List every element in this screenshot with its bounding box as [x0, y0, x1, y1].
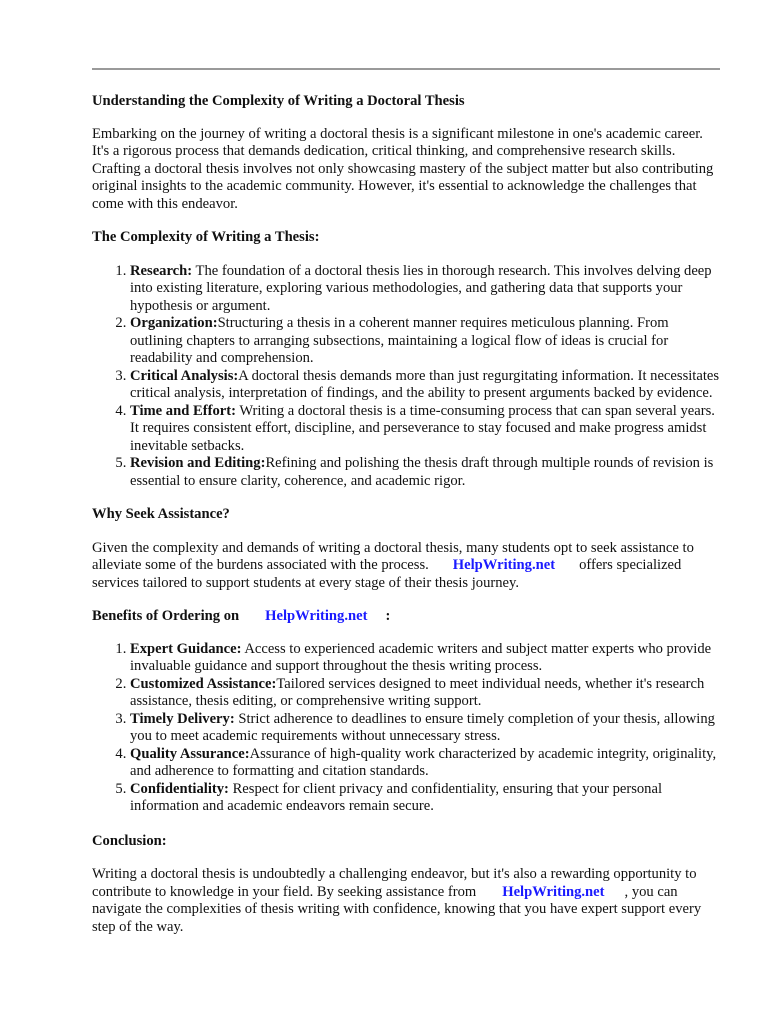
conclusion-paragraph — [92, 866, 722, 936]
list-item-term: Critical Analysis: — [130, 367, 239, 384]
list-item-term: Organization: — [130, 315, 218, 331]
benefits-heading — [92, 608, 722, 626]
list-item-term: Revision and Editing: — [130, 455, 266, 471]
list-item-text: Respect for client privacy and confidentiality, ensuring that your personal information and academic endeavors remain secure. — [130, 780, 663, 814]
list-item — [130, 403, 722, 456]
complexity-list — [92, 263, 722, 491]
why-text-after: offers specialized services tailored to support students at every stage of their thesis journey. — [92, 557, 682, 591]
list-item — [130, 263, 722, 316]
benefits-heading-suffix: : — [385, 608, 391, 624]
list-item-term: Expert Guidance: — [130, 640, 242, 657]
list-item-text: Tailored services designed to meet individual needs, whether it's research assistance, thesis editing, or comprehensive writing support. — [130, 675, 705, 709]
intro-paragraph: Embarking on the journey of writing a doctoral thesis is a significant milestone in one's academic career. It's a rigorous process that demands dedication, critical thinking, and comprehensive research skills. Crafting a doctoral thesis involves not only showcasing mastery of the subject matter but also contributing original insights to the academic community. However, it's essential to acknowledge the challenges that come with this endeavor. — [92, 125, 714, 212]
list-item-text: The foundation of a doctoral thesis lies in thorough research. This involves delving deep into existing literature, exploring various methodologies, and gathering data that supports your hypothesis or argument. — [130, 262, 712, 314]
benefits-heading-prefix: Benefits of Ordering on — [92, 608, 240, 624]
list-item — [130, 455, 722, 490]
list-item-term: Research: — [130, 262, 193, 279]
list-item-text: Refining and polishing the thesis draft through multiple rounds of revision is essential to ensure clarity, coherence, and academic rigor. — [130, 455, 714, 489]
list-item-term: Confidentiality: — [130, 780, 229, 797]
document-title: Understanding the Complexity of Writing a Doctoral Thesis — [92, 93, 465, 109]
list-item-term: Quality Assurance: — [130, 745, 250, 762]
list-item-text: Access to experienced academic writers and subject matter experts who provide invaluable guidance and support throughout the thesis writing process. — [130, 640, 712, 674]
benefits-list — [92, 641, 722, 816]
list-item-term: Customized Assistance: — [130, 675, 277, 692]
list-item — [130, 746, 722, 781]
helpwriting-link[interactable]: HelpWriting.net — [265, 608, 368, 624]
why-heading: Why Seek Assistance? — [92, 506, 230, 522]
helpwriting-link[interactable]: HelpWriting.net — [502, 883, 605, 900]
list-item-text: Writing a doctoral thesis is a time-consuming process that can span several years. It requires consistent effort, discipline, and perseverance to stay focused and make progress amidst inevitable setbacks. — [130, 402, 715, 454]
list-item-text: Structuring a thesis in a coherent manner requires meticulous planning. From outlining chapters to arranging subsections, maintaining a logical flow of ideas is crucial for readability and comprehension. — [130, 315, 669, 366]
list-item — [130, 676, 722, 711]
helpwriting-link[interactable]: HelpWriting.net — [452, 557, 556, 573]
list-item — [130, 781, 722, 816]
top-divider — [92, 68, 720, 70]
list-item-text: Strict adherence to deadlines to ensure timely completion of your thesis, allowing you to meet academic requirements without unnecessary stress. — [130, 710, 715, 744]
why-paragraph — [92, 540, 722, 593]
why-text-before: Given the complexity and demands of writing a doctoral thesis, many students opt to seek assistance to alleviate some of the burdens associated with the process. — [92, 539, 694, 573]
list-item-text: Assurance of high-quality work characterized by academic integrity, originality, and adherence to formatting and citation standards. — [130, 745, 717, 779]
list-item — [130, 315, 722, 368]
document-body — [92, 93, 722, 936]
list-item-term: Time and Effort: — [130, 402, 236, 419]
list-item — [130, 641, 722, 676]
list-item — [130, 368, 722, 403]
complexity-heading: The Complexity of Writing a Thesis: — [92, 229, 320, 245]
list-item-term: Timely Delivery: — [130, 710, 235, 727]
conclusion-text-after: , you can navigate the complexities of thesis writing with confidence, knowing that you have expert support every step of the way. — [92, 883, 702, 935]
conclusion-text-before: Writing a doctoral thesis is undoubtedly a challenging endeavor, but it's also a rewarding opportunity to contribute to knowledge in your field. By seeking assistance from — [92, 866, 697, 900]
list-item — [130, 711, 722, 746]
list-item-text: A doctoral thesis demands more than just regurgitating information. It necessitates critical analysis, interpretation of findings, and the ability to present arguments backed by evidence. — [130, 367, 720, 401]
conclusion-heading: Conclusion: — [92, 832, 167, 849]
